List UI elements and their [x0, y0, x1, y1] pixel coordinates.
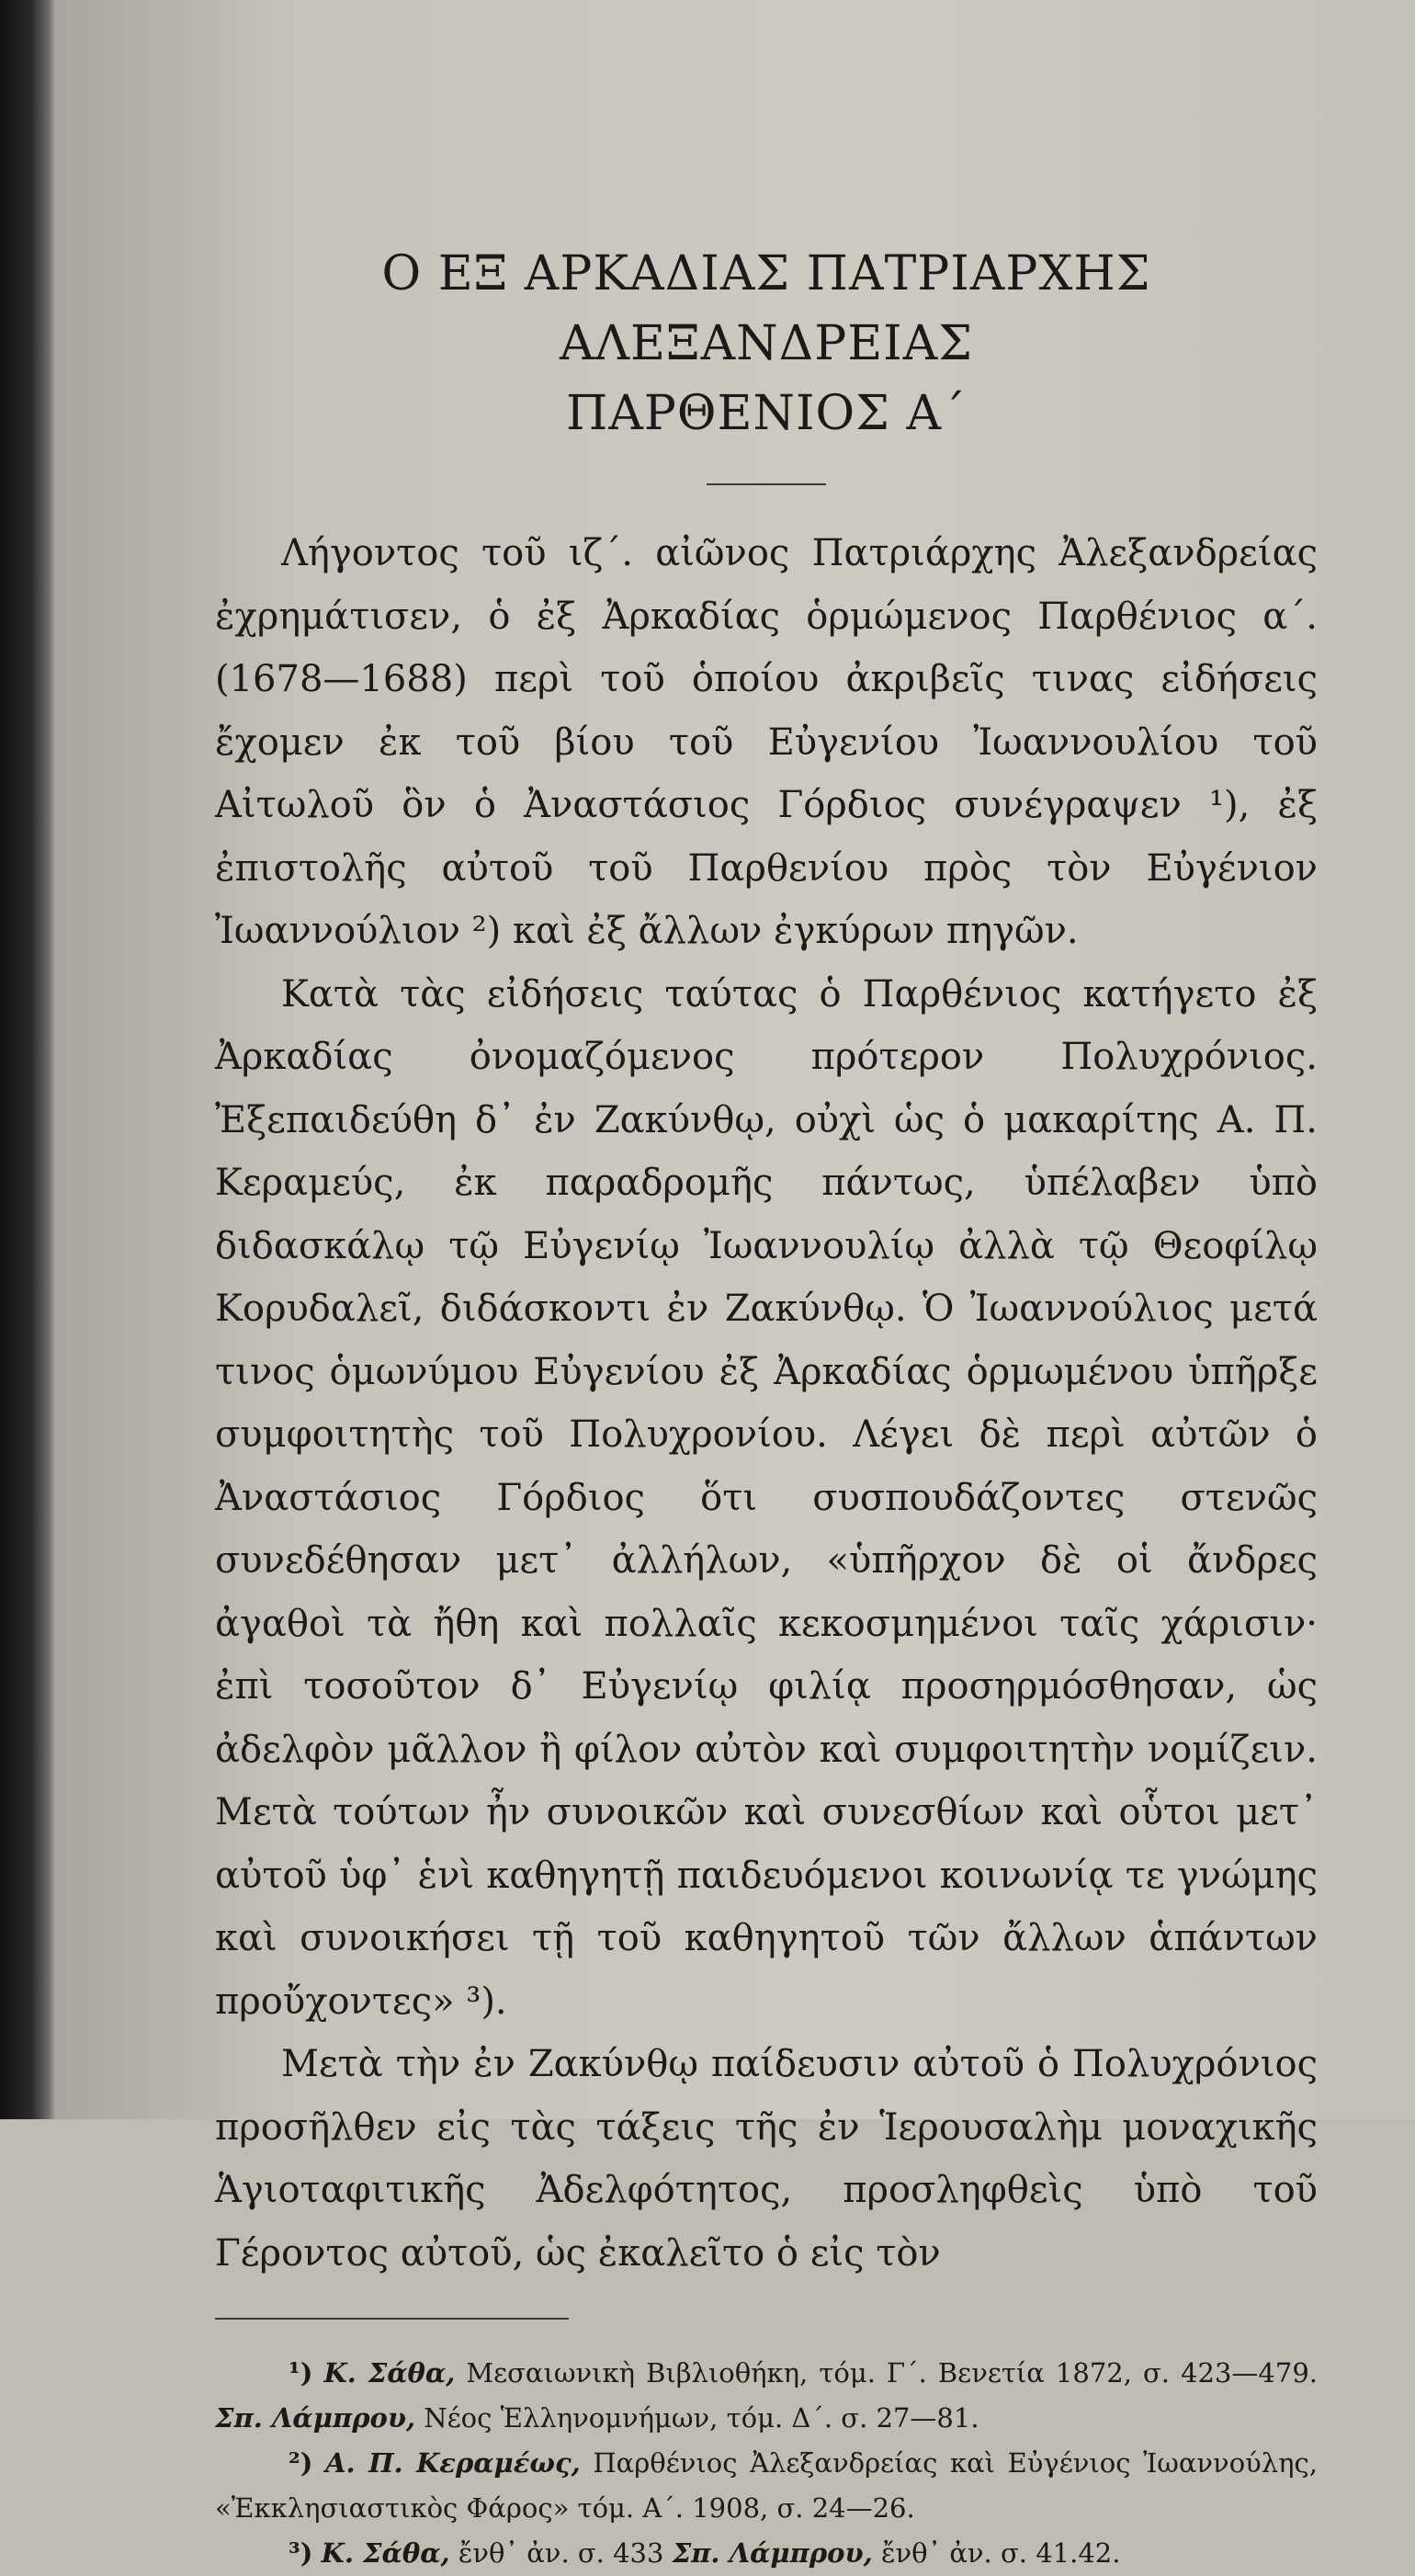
book-page	[57, 0, 1415, 2569]
paragraph-1: Λήγοντος τοῦ ιζ΄. αἰῶνος Πατριάρχης Ἀλεξανδρείας ἐχρημάτισεν, ὁ ἐξ Ἀρκαδίας ὁρμώμενος Παρθένιος α΄. (1678—1688) περὶ τοῦ ὁποίου ἀκριβεῖς τινας εἰδήσεις ἔχομεν ἐκ τοῦ βίου τοῦ Εὐγενίου Ἰωαννουλίου τοῦ Αἰτωλοῦ ὃν ὁ Ἀναστάσιος Γόρδιος συνέγραψεν ¹), ἐξ ἐπιστολῆς αὐτοῦ τοῦ Παρθενίου πρὸς τὸν Εὐγένιον Ἰωαννούλιον ²) καὶ ἐξ ἄλλων ἐγκύρων πηγῶν.	[215, 532, 1318, 952]
footnote-author: Σπ. Λάμπρου,	[215, 2402, 416, 2434]
footnote-1	[215, 2351, 1318, 2441]
chapter-title-line-2: ΠΑΡΘΕΝΙΟΣ Α΄	[566, 386, 967, 441]
footnote-mark: ¹)	[289, 2357, 313, 2389]
chapter-title	[215, 239, 1318, 448]
footnote-divider	[215, 2318, 569, 2320]
paragraph-2: Κατὰ τὰς εἰδήσεις ταύτας ὁ Παρθένιος κατήγετο ἐξ Ἀρκαδίας ὀνομαζόμενος πρότερον Πολυχρόνιος. Ἐξεπαιδεύθη δ᾽ ἐν Ζακύνθῳ, οὐχὶ ὡς ὁ μακαρίτης Α. Π. Κεραμεύς, ἐκ παραδρομῆς πάντως, ὑπέλαβεν ὑπὸ διδασκάλῳ τῷ Εὐγενίῳ Ἰωαννουλίῳ ἀλλὰ τῷ Θεοφίλῳ Κορυδαλεῖ, διδάσκοντι ἐν Ζακύνθῳ. Ὁ Ἰωαννούλιος μετά τινος ὁμωνύμου Εὐγενίου ἐξ Ἀρκαδίας ὁρμωμένου ὑπῆρξε συμφοιτητὴς τοῦ Πολυχρονίου. Λέγει δὲ περὶ αὐτῶν ὁ Ἀναστάσιος Γόρδιος ὅτι συσπουδάζοντες στενῶς συνεδέθησαν μετ᾽ ἀλλήλων, «ὑπῆρχον δὲ οἱ ἄνδρες ἀγαθοὶ τὰ ἤθη καὶ πολλαῖς κεκοσμημένοι ταῖς χάρισιν· ἐπὶ τοσοῦτον δ᾽ Εὐγενίῳ φιλίᾳ προσηρμόσθησαν, ὡς ἀδελφὸν μᾶλλον ἢ φίλον αὐτὸν καὶ συμφοιτητὴν νομίζειν. Μετὰ τούτων ἦν συνοικῶν καὶ συνεσθίων καὶ οὗτοι μετ᾽ αὐτοῦ ὑφ᾽ ἑνὶ καθηγητῇ παιδευόμενοι κοινωνίᾳ τε γνώμης καὶ συνοικήσει τῇ τοῦ καθηγητοῦ τῶν ἄλλων ἁπάντων προὔχοντες» ³).	[215, 972, 1318, 2023]
footnote-mark: ³)	[289, 2537, 313, 2569]
footnote-author: Κ. Σάθα,	[321, 2537, 450, 2569]
footnote-text: Παρθένιος Ἀλεξανδρείας καὶ Εὐγένιος Ἰωαννούλης, «Ἐκκλησιαστικὸς Φάρος» τόμ. Α΄. 1908, σ. 24—26.	[215, 2447, 1318, 2524]
footnote-author: Κ. Σάθα,	[323, 2357, 456, 2389]
title-divider	[707, 483, 826, 485]
footnote-text: ἔνθ᾽ ἀν. σ. 433	[449, 2537, 673, 2569]
footnote-author: Α. Π. Κεραμέως,	[325, 2447, 581, 2479]
footnote-author: Σπ. Λάμπρου,	[672, 2537, 873, 2569]
paragraph-3: Μετὰ τὴν ἐν Ζακύνθῳ παίδευσιν αὐτοῦ ὁ Πολυχρόνιος προσῆλθεν εἰς τὰς τάξεις τῆς ἐν Ἱερουσαλὴμ μοναχικῆς Ἁγιοταφιτικῆς Ἀδελφότητος, προσληφθεὶς ὑπὸ τοῦ Γέροντος αὐτοῦ, ὡς ἐκαλεῖτο ὁ εἰς τὸν	[215, 2043, 1318, 2275]
page-content	[215, 239, 1318, 2576]
footnote-text: ἔνθ᾽ ἀν. σ. 41.42.	[872, 2537, 1121, 2569]
footnotes	[215, 2351, 1318, 2576]
footnote-text: Μεσαιωνικὴ Βιβλιοθήκη, τόμ. Γ΄. Βενετία 1872, σ. 423—479.	[455, 2357, 1318, 2389]
body-text	[215, 522, 1318, 2285]
footnote-2	[215, 2441, 1318, 2531]
footnote-mark: ²)	[289, 2447, 313, 2479]
chapter-title-line-1: Ο ΕΞ ΑΡΚΑΔΙΑΣ ΠΑΤΡΙΑΡΧΗΣ ΑΛΕΞΑΝΔΡΕΙΑΣ	[381, 246, 1151, 371]
book-binding	[0, 0, 57, 2119]
footnote-3	[215, 2531, 1318, 2576]
footnote-text: Νέος Ἑλληνομνήμων, τόμ. Δ΄. σ. 27—81.	[415, 2402, 979, 2434]
